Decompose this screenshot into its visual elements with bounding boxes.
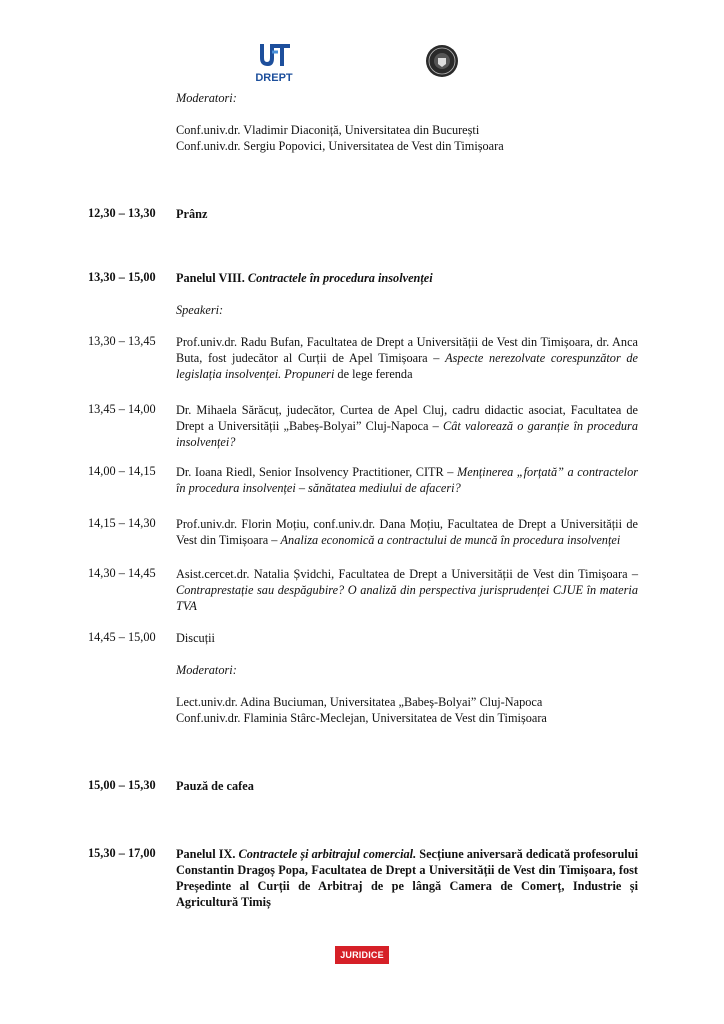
- panel9-description: Secțiune aniversară dedicată profesorului Constantin Dragoș Popa, Facultatea de Drept a Universității de Vest din Timișoara, fost Președinte al Curții de Arbitraj de pe lângă Camera de Comerț, Industrie și Agricultură Timiș: [176, 847, 638, 909]
- panel9-time: 15,30 – 17,00: [88, 846, 156, 860]
- moderator: Conf.univ.dr. Sergiu Popovici, Universitatea de Vest din Timișoara: [176, 139, 504, 153]
- lunch-title: Prânz: [176, 207, 208, 221]
- juridice-badge: JURIDICE: [335, 946, 389, 964]
- talk-speakers: Asist.cercet.dr. Natalia Șvidchi, Facultatea de Drept a Universității de Vest din Timișoara –: [176, 567, 638, 581]
- talk-time: 14,00 – 14,15: [88, 464, 156, 478]
- lunch-time: 12,30 – 13,30: [88, 206, 156, 220]
- panel8-title-bold: Panelul VIII.: [176, 271, 248, 285]
- ut-logo-icon: [254, 42, 294, 70]
- logo-text: DREPT: [255, 72, 293, 84]
- talk-title: Menținerea „forțată” a contractelor în procedura insolvenței – sănătatea mediului de afaceri?: [176, 465, 639, 495]
- talk-time: 13,45 – 14,00: [88, 402, 156, 416]
- talk-entry: [176, 566, 638, 614]
- panel8-title-italic: Contractele în procedura insolvenței: [247, 271, 433, 285]
- talk-speakers: Dr. Mihaela Sărăcuț, judecător, Curtea de Apel Cluj, cadru didactic asociat, Facultatea de Drept a Universității „Babeș-Bolyai” Cluj-Napoca –: [176, 403, 638, 433]
- talk-tail: de lege ferenda: [334, 367, 413, 381]
- coffee-title: Pauză de cafea: [176, 779, 254, 793]
- talk-title: Contraprestație sau despăgubire? O analiză din perspectiva jurisprudenței CJUE în materia TVA: [176, 583, 638, 613]
- panel9-title: [176, 846, 638, 910]
- talk-time: 13,30 – 13,45: [88, 334, 156, 348]
- speakers-label: Speakeri:: [176, 303, 224, 317]
- seal-icon: [425, 44, 459, 78]
- panel9-title-bolditalic: Contractele și arbitrajul comercial.: [238, 847, 417, 861]
- panel8-title: [176, 270, 638, 286]
- talk-title: Cât valorează o garanție în procedura insolvenței?: [176, 419, 638, 449]
- talk-speakers: Prof.univ.dr. Florin Moțiu, conf.univ.dr. Dana Moțiu, Facultatea de Drept a Universității de Vest din Timișoara –: [176, 517, 638, 547]
- moderator: Conf.univ.dr. Flaminia Stârc-Meclejan, Universitatea de Vest din Timișoara: [176, 711, 547, 725]
- talk-title: Aspecte nerezolvate corespunzător de legislația insolvenței. Propuneri: [176, 351, 638, 381]
- panel8-moderators-list: [176, 694, 638, 726]
- talk-speakers: Dr. Ioana Riedl, Senior Insolvency Practitioner, CITR –: [176, 465, 458, 479]
- talk-title: Analiza economică a contractului de muncă în procedura insolvenței: [280, 533, 621, 547]
- talk-entry: [176, 334, 638, 382]
- discussion-label: Discuții: [176, 631, 215, 645]
- coffee-time: 15,00 – 15,30: [88, 778, 156, 792]
- moderator: Conf.univ.dr. Vladimir Diaconiță, Universitatea din București: [176, 123, 480, 137]
- moderator: Lect.univ.dr. Adina Buciuman, Universitatea „Babeș-Bolyai” Cluj-Napoca: [176, 695, 543, 709]
- talk-entry: [176, 464, 638, 496]
- panel9-title-bold: Panelul IX.: [176, 847, 239, 861]
- top-moderators-label: Moderatori:: [176, 91, 237, 105]
- talk-time: 14,30 – 14,45: [88, 566, 156, 580]
- talk-entry: [176, 516, 638, 548]
- university-logo: [254, 42, 294, 84]
- faculty-seal-logo: [425, 44, 459, 78]
- discussion-time: 14,45 – 15,00: [88, 630, 156, 644]
- talk-speakers: Prof.univ.dr. Radu Bufan, Facultatea de Drept a Universității de Vest din Timișoara, dr. Anca Buta, fost judecător al Curții de Apel Timișoara –: [176, 335, 638, 365]
- talk-time: 14,15 – 14,30: [88, 516, 156, 530]
- panel8-time: 13,30 – 15,00: [88, 270, 156, 284]
- top-moderators-list: [176, 122, 638, 154]
- panel8-moderators-label: Moderatori:: [176, 663, 237, 677]
- talk-entry: [176, 402, 638, 450]
